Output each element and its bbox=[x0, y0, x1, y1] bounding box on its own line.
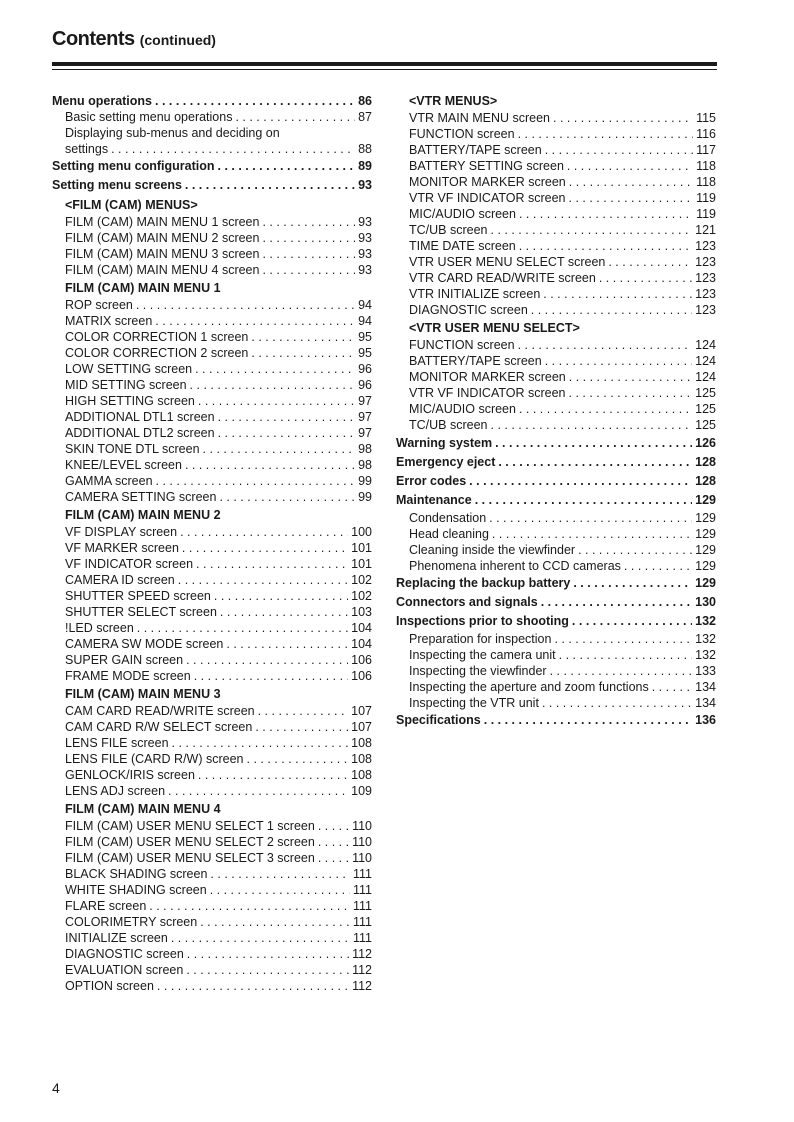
toc-group-heading: <VTR USER MENU SELECT> bbox=[409, 321, 580, 335]
toc-entry[interactable]: MID SETTING screen . . . 96 bbox=[52, 377, 372, 393]
toc-entry-menu-operations[interactable]: Menu operations . . . 86 bbox=[52, 93, 372, 109]
toc-entry[interactable]: VTR INITIALIZE screen . . . 123 bbox=[396, 286, 716, 302]
toc-section-entry[interactable]: Warning system . . . 126 bbox=[396, 434, 716, 453]
toc-entry[interactable]: GENLOCK/IRIS screen . . . 108 bbox=[52, 767, 372, 783]
toc-entry[interactable]: MIC/AUDIO screen . . . 125 bbox=[396, 401, 716, 417]
toc-entry[interactable]: VF MARKER screen . . . 101 bbox=[52, 540, 372, 556]
toc-entry[interactable]: MATRIX screen . . . 94 bbox=[52, 313, 372, 329]
toc-entry[interactable]: CAMERA ID screen . . . 102 bbox=[52, 572, 372, 588]
toc-entry[interactable]: COLORIMETRY screen . . . 111 bbox=[52, 914, 372, 930]
toc-entry[interactable]: SUPER GAIN screen . . . 106 bbox=[52, 652, 372, 668]
toc-entry[interactable]: OPTION screen . . . 112 bbox=[52, 978, 372, 994]
toc-entry[interactable]: COLOR CORRECTION 2 screen . . . 95 bbox=[52, 345, 372, 361]
toc-entry[interactable]: VTR VF INDICATOR screen . . . 125 bbox=[396, 385, 716, 401]
toc-section-entry[interactable]: Inspections prior to shooting . . . 132 bbox=[396, 612, 716, 631]
toc-entry[interactable]: VTR USER MENU SELECT screen . . . 123 bbox=[396, 254, 716, 270]
toc-entry[interactable]: ADDITIONAL DTL2 screen . . . 97 bbox=[52, 425, 372, 441]
toc-right-sections bbox=[396, 434, 716, 730]
toc-entry[interactable]: BATTERY SETTING screen . . . 118 bbox=[396, 158, 716, 174]
toc-entry[interactable]: FUNCTION screen . . . 124 bbox=[396, 337, 716, 353]
toc-entry[interactable]: TC/UB screen . . . 125 bbox=[396, 417, 716, 433]
toc-section-entry[interactable]: Maintenance . . . 129 bbox=[396, 491, 716, 510]
toc-right-groups bbox=[396, 93, 716, 433]
toc-entry[interactable]: GAMMA screen . . . 99 bbox=[52, 473, 372, 489]
toc-group-heading: FILM (CAM) MAIN MENU 4 bbox=[65, 802, 221, 816]
toc-entry[interactable]: SHUTTER SELECT screen . . . 103 bbox=[52, 604, 372, 620]
toc-entry-setting-menu-configuration[interactable]: Setting menu configuration . . . 89 bbox=[52, 157, 372, 176]
toc-entry[interactable]: FILM (CAM) USER MENU SELECT 1 screen . . . 110 bbox=[52, 818, 372, 834]
toc-entry[interactable]: MONITOR MARKER screen . . . 124 bbox=[396, 369, 716, 385]
toc-entry[interactable]: CAMERA SW MODE screen . . . 104 bbox=[52, 636, 372, 652]
toc-section-entry[interactable]: Specifications . . . 136 bbox=[396, 711, 716, 730]
toc-entry[interactable]: MIC/AUDIO screen . . . 119 bbox=[396, 206, 716, 222]
toc-entry[interactable]: Inspecting the viewfinder . . . 133 bbox=[396, 663, 716, 679]
toc-entry[interactable]: HIGH SETTING screen . . . 97 bbox=[52, 393, 372, 409]
toc-entry[interactable]: CAMERA SETTING screen . . . 99 bbox=[52, 489, 372, 505]
toc-entry[interactable]: FILM (CAM) USER MENU SELECT 2 screen . . . 110 bbox=[52, 834, 372, 850]
toc-entry[interactable]: LENS FILE screen . . . 108 bbox=[52, 735, 372, 751]
toc-entry[interactable]: Phenomena inherent to CCD cameras . . . 129 bbox=[396, 558, 716, 574]
toc-group-heading: FILM (CAM) MAIN MENU 2 bbox=[65, 508, 221, 522]
toc-entry[interactable]: !LED screen . . . 104 bbox=[52, 620, 372, 636]
toc-entry[interactable]: VF DISPLAY screen . . . 100 bbox=[52, 524, 372, 540]
toc-entry[interactable]: CAM CARD READ/WRITE screen . . . 107 bbox=[52, 703, 372, 719]
toc-section-entry[interactable]: Connectors and signals . . . 130 bbox=[396, 593, 716, 612]
toc-section-entry[interactable]: Emergency eject . . . 128 bbox=[396, 453, 716, 472]
toc-group-heading: <VTR MENUS> bbox=[409, 94, 498, 108]
toc-section-entry[interactable]: Replacing the backup battery . . . 129 bbox=[396, 574, 716, 593]
toc-entry[interactable]: TIME DATE screen . . . 123 bbox=[396, 238, 716, 254]
toc-entry[interactable]: LENS FILE (CARD R/W) screen . . . 108 bbox=[52, 751, 372, 767]
toc-entry[interactable]: FILM (CAM) USER MENU SELECT 3 screen . . . 110 bbox=[52, 850, 372, 866]
page-number: 4 bbox=[52, 1080, 60, 1096]
toc-entry[interactable]: FILM (CAM) MAIN MENU 2 screen . . . 93 bbox=[52, 230, 372, 246]
toc-entry[interactable]: BATTERY/TAPE screen . . . 124 bbox=[396, 353, 716, 369]
toc-entry[interactable]: FILM (CAM) MAIN MENU 3 screen . . . 93 bbox=[52, 246, 372, 262]
toc-entry[interactable]: Cleaning inside the viewfinder . . . 129 bbox=[396, 542, 716, 558]
toc-entry-displaying-line1[interactable]: Displaying sub-menus and deciding on bbox=[65, 126, 280, 140]
toc-group-heading: <FILM (CAM) MENUS> bbox=[65, 198, 198, 212]
toc-left-groups bbox=[52, 197, 372, 994]
toc-entry[interactable]: Head cleaning . . . 129 bbox=[396, 526, 716, 542]
toc-entry[interactable]: FILM (CAM) MAIN MENU 1 screen . . . 93 bbox=[52, 214, 372, 230]
toc-entry[interactable]: FILM (CAM) MAIN MENU 4 screen . . . 93 bbox=[52, 262, 372, 278]
toc-entry[interactable]: CAM CARD R/W SELECT screen . . . 107 bbox=[52, 719, 372, 735]
toc-entry[interactable]: Inspecting the aperture and zoom functions . . . 134 bbox=[396, 679, 716, 695]
title-continued: (continued) bbox=[139, 32, 216, 48]
toc-entry[interactable]: DIAGNOSTIC screen . . . 112 bbox=[52, 946, 372, 962]
toc-section-entry[interactable]: Error codes . . . 128 bbox=[396, 472, 716, 491]
toc-entry[interactable]: LOW SETTING screen . . . 96 bbox=[52, 361, 372, 377]
toc-entry[interactable]: BATTERY/TAPE screen . . . 117 bbox=[396, 142, 716, 158]
toc-entry[interactable]: Condensation . . . 129 bbox=[396, 510, 716, 526]
toc-group-heading: FILM (CAM) MAIN MENU 3 bbox=[65, 687, 221, 701]
toc-entry[interactable]: Inspecting the VTR unit . . . 134 bbox=[396, 695, 716, 711]
toc-entry[interactable]: EVALUATION screen . . . 112 bbox=[52, 962, 372, 978]
toc-entry[interactable]: BLACK SHADING screen . . . 111 bbox=[52, 866, 372, 882]
toc-entry[interactable]: VF INDICATOR screen . . . 101 bbox=[52, 556, 372, 572]
toc-left-column bbox=[52, 93, 372, 994]
toc-entry[interactable]: DIAGNOSTIC screen . . . 123 bbox=[396, 302, 716, 318]
toc-right-column bbox=[396, 93, 716, 730]
toc-entry-basic-setting[interactable]: Basic setting menu operations . . . 87 bbox=[52, 109, 372, 125]
toc-entry[interactable]: INITIALIZE screen . . . 111 bbox=[52, 930, 372, 946]
toc-entry[interactable]: TC/UB screen . . . 121 bbox=[396, 222, 716, 238]
toc-entry[interactable]: Preparation for inspection . . . 132 bbox=[396, 631, 716, 647]
toc-entry[interactable]: SHUTTER SPEED screen . . . 102 bbox=[52, 588, 372, 604]
toc-entry[interactable]: VTR CARD READ/WRITE screen . . . 123 bbox=[396, 270, 716, 286]
toc-entry[interactable]: LENS ADJ screen . . . 109 bbox=[52, 783, 372, 799]
toc-entry[interactable]: KNEE/LEVEL screen . . . 98 bbox=[52, 457, 372, 473]
toc-entry-setting-menu-screens[interactable]: Setting menu screens . . . 93 bbox=[52, 176, 372, 195]
page-title bbox=[52, 28, 216, 51]
toc-entry[interactable]: VTR MAIN MENU screen . . . 115 bbox=[396, 110, 716, 126]
toc-entry[interactable]: ADDITIONAL DTL1 screen . . . 97 bbox=[52, 409, 372, 425]
toc-entry[interactable]: VTR VF INDICATOR screen . . . 119 bbox=[396, 190, 716, 206]
toc-entry[interactable]: MONITOR MARKER screen . . . 118 bbox=[396, 174, 716, 190]
toc-entry[interactable]: COLOR CORRECTION 1 screen . . . 95 bbox=[52, 329, 372, 345]
title-text: Contents bbox=[52, 28, 135, 50]
header-rule-thick bbox=[52, 62, 717, 66]
toc-entry[interactable]: WHITE SHADING screen . . . 111 bbox=[52, 882, 372, 898]
toc-entry[interactable]: ROP screen . . . 94 bbox=[52, 297, 372, 313]
header-rule-thin bbox=[52, 69, 717, 70]
toc-entry[interactable]: SKIN TONE DTL screen . . . 98 bbox=[52, 441, 372, 457]
toc-entry[interactable]: FLARE screen . . . 111 bbox=[52, 898, 372, 914]
toc-entry[interactable]: Inspecting the camera unit . . . 132 bbox=[396, 647, 716, 663]
toc-entry-displaying-line2[interactable]: settings . . . 88 bbox=[52, 141, 372, 157]
toc-group-heading: FILM (CAM) MAIN MENU 1 bbox=[65, 281, 221, 295]
toc-entry[interactable]: FRAME MODE screen . . . 106 bbox=[52, 668, 372, 684]
toc-entry[interactable]: FUNCTION screen . . . 116 bbox=[396, 126, 716, 142]
